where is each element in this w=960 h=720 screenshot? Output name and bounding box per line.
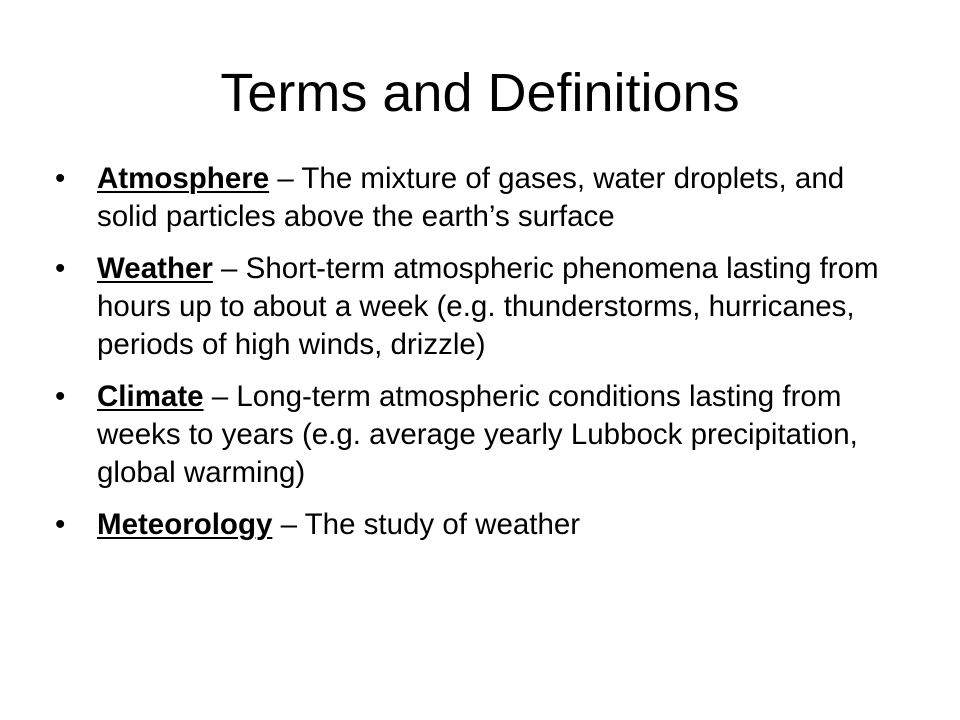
term-separator: – bbox=[203, 380, 237, 413]
term-atmosphere: Atmosphere bbox=[97, 162, 270, 195]
definition-atmosphere: The mixture of gases, water droplets, and solid particles above the earth’s surface bbox=[97, 162, 845, 233]
term-separator: – bbox=[212, 252, 246, 285]
definition-item-weather bbox=[55, 250, 900, 364]
term-weather: Weather bbox=[97, 252, 213, 285]
bullet-dot-icon: • bbox=[55, 508, 66, 541]
definition-weather: Short-term atmospheric phenomena lasting from hours up to about a week (e.g. thunderstorms, hurricanes, periods of high winds, drizzle) bbox=[97, 252, 879, 361]
term-meteorology: Meteorology bbox=[97, 508, 273, 541]
bullet-dot-icon: • bbox=[55, 252, 66, 285]
bullet-dot-icon: • bbox=[55, 380, 66, 413]
definition-item-climate bbox=[55, 378, 900, 492]
definition-item-atmosphere bbox=[55, 160, 900, 236]
definition-list bbox=[55, 160, 900, 558]
slide-title: Terms and Definitions bbox=[220, 63, 740, 123]
definition-meteorology: The study of weather bbox=[304, 508, 581, 541]
definition-climate: Long-term atmospheric conditions lasting from weeks to years (e.g. average yearly Lubbock precipitation, global warming) bbox=[97, 380, 858, 489]
term-separator: – bbox=[272, 508, 305, 541]
definition-item-meteorology bbox=[55, 506, 900, 544]
bullet-dot-icon: • bbox=[55, 162, 66, 195]
term-separator: – bbox=[269, 162, 302, 195]
term-climate: Climate bbox=[97, 380, 204, 413]
